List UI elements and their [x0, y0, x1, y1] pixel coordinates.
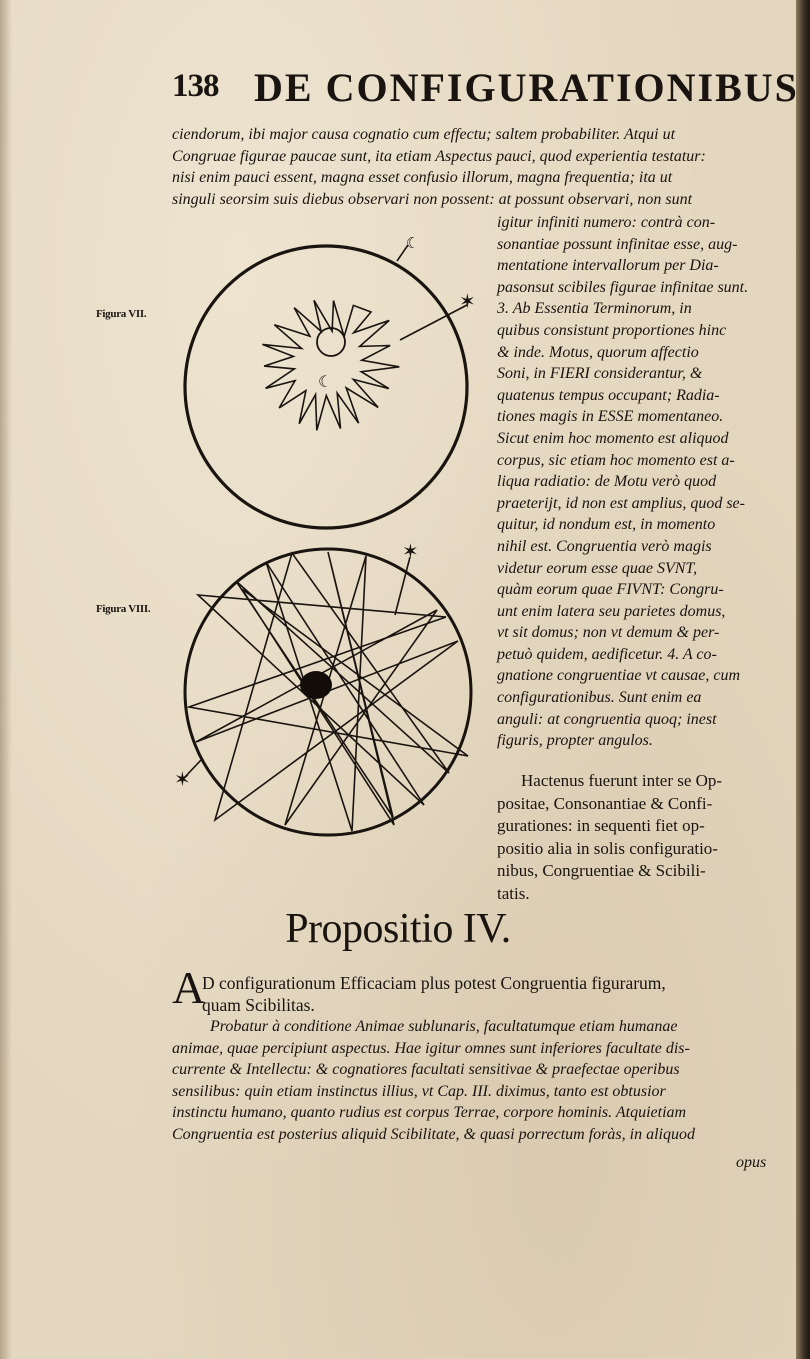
text-line: Probatur à conditione Animae sublunaris, facultatumque etiam humanae — [210, 1018, 678, 1035]
star-symbol-top: ✶ — [402, 540, 419, 563]
center-globe — [300, 671, 332, 699]
figure-8-label: Figura VIII. — [96, 603, 151, 615]
text-line: positae, Consonantiae & Confi- — [497, 793, 713, 813]
page-header — [172, 58, 799, 118]
text-line: unt enim latera seu parietes domus, — [497, 602, 726, 620]
star-symbol-right: ✶ — [459, 289, 476, 313]
figure-7-label: Figura VII. — [96, 308, 147, 320]
text-line: Congruentia est posterius aliquid Scibilitate, & quasi porrectum foràs, in aliquod — [172, 1125, 695, 1143]
text-line: anguli: at congruentia quoq; inest — [497, 710, 717, 728]
page-edge-shadow — [0, 0, 12, 1359]
text-line: tiones magis in ESSE momentaneo. — [497, 408, 724, 426]
text-line: vt sit domus; non vt demum & per- — [497, 624, 720, 642]
text-line: quàm eorum quae FIVNT: Congru- — [497, 581, 724, 599]
text-line: Hactenus fuerunt inter se Op- — [521, 771, 723, 790]
text-line: nisi enim pauci essent, magna esset confusio illorum, magna frequentia; ita ut — [172, 169, 673, 187]
text-line: instinctu humano, quanto rudius est corpus Terrae, corpore hominis. Atquietiam — [172, 1104, 687, 1122]
star-polygon-7 — [262, 300, 399, 430]
text-line: configurationibus. Sunt enim ea — [497, 689, 702, 707]
text-line: positio alia in solis configuratio- — [497, 838, 718, 858]
text-line: videtur eorum esse quae SVNT, — [497, 559, 698, 577]
text-line: 3. Ab Essentia Terminorum, in — [497, 300, 692, 318]
text-line: quitur, id nondum est, in momento — [497, 516, 716, 534]
text-line: D configurationum Efficaciam plus potest Congruentia figurarum, — [202, 973, 666, 993]
book-spine — [796, 0, 810, 1359]
roman-paragraph — [497, 770, 779, 905]
page-number: 138 — [172, 68, 219, 104]
right-column-text — [497, 212, 779, 752]
catchword: opus — [736, 1154, 767, 1171]
text-line: pasonsut scibiles figurae infinitae sunt. — [497, 278, 749, 296]
text-line: nihil est. Congruentia verò magis — [497, 537, 712, 555]
text-line: sensilibus: quin etiam instinctus illius, vt Cap. III. diximus, tanto est obtusior — [172, 1082, 666, 1100]
star-symbol-left: ✶ — [174, 767, 191, 791]
text-line: currente & Intellectu: & cognatiores facultati sensitivae & praefectae operibus — [172, 1061, 680, 1079]
text-line: Soni, in FIERI considerantur, & — [497, 365, 703, 383]
star-center-circle — [317, 328, 345, 356]
planet-symbol-top: ☾ — [406, 234, 420, 252]
text-line: animae, quae percipiunt aspectus. Hae igitur omnes sunt inferiores facultate dis- — [172, 1039, 690, 1057]
text-line: nibus, Congruentiae & Scibili- — [497, 861, 706, 880]
text-line: sonantiae possunt infinitae esse, aug- — [497, 235, 738, 253]
proposition-lead — [172, 972, 772, 1016]
text-line: & inde. Motus, quorum affectio — [497, 343, 699, 361]
text-line: ciendorum, ibi major causa cognatio cum effectu; saltem probabiliter. Atqui ut — [172, 126, 676, 143]
text-line: Sicut enim hoc momento est aliquod — [497, 429, 729, 447]
text-line: Congruae figurae paucae sunt, ita etiam Aspectus pauci, quod experientia testatur: — [172, 147, 706, 165]
text-line: quatenus tempus occupant; Radia- — [497, 386, 720, 404]
text-line: mentatione intervallorum per Dia- — [497, 257, 719, 275]
text-line: quam Scibilitas. — [202, 995, 315, 1015]
proposition-body — [172, 1016, 772, 1146]
moon-symbol: ☾ — [318, 372, 333, 391]
text-line: figuris, propter angulos. — [497, 732, 653, 750]
running-title: DE CONFIGURATIONIBUS — [254, 65, 799, 110]
top-paragraph — [172, 124, 772, 210]
text-line: praeterijt, id non est amplius, quod se- — [497, 494, 745, 512]
text-line: liqua radiatio: de Motu verò quod — [497, 473, 717, 491]
proposition-heading: Propositio IV. — [285, 906, 511, 952]
drop-cap: A — [172, 962, 206, 1013]
figure-8-diagram — [170, 540, 490, 850]
figure-7-diagram — [176, 232, 486, 532]
text-line: gnatione congruentiae vt causae, cum — [497, 667, 741, 685]
text-line: igitur infiniti numero: contrà con- — [497, 214, 716, 231]
text-line: corpus, sic etiam hoc momento est a- — [497, 451, 735, 469]
text-line: gurationes: in sequenti fiet op- — [497, 816, 705, 835]
text-line: petuò quidem, aedificetur. 4. A co- — [497, 645, 717, 663]
text-line: singuli seorsim suis diebus observari non possent: at possunt observari, non sunt — [172, 190, 693, 208]
text-line: quibus consistunt proportiones hinc — [497, 321, 727, 339]
text-line: tatis. — [497, 883, 530, 903]
